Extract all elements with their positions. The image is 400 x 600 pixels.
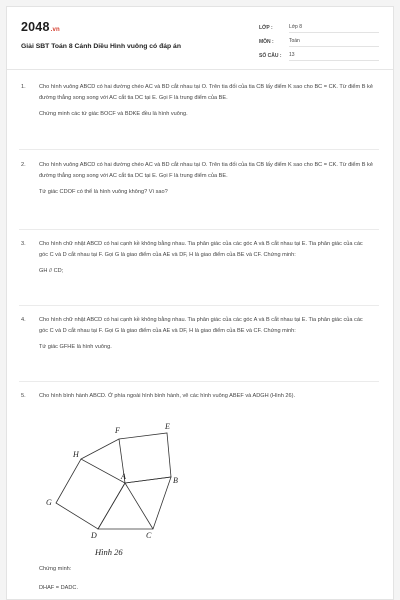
meta-value: 13 [289, 52, 379, 61]
question-3 [21, 239, 373, 277]
question-ask: GH // CD; [39, 268, 64, 275]
label-h: H [73, 450, 79, 459]
question-text: Cho hình chữ nhật ABCD có hai cạnh kề không bằng nhau. Tia phân giác của các góc A và B cắt nhau tại E. Tia phân giác của các góc C và D cắt nhau tại F. Gọi G là giao điểm của AE và DF, H là giao điểm của BE và CF. Chứng minh: [39, 317, 363, 334]
page-title: Giải SBT Toán 8 Cánh Diều Hình vuông có đáp án [21, 43, 181, 50]
label-f: F [115, 426, 120, 435]
question-ask: Chứng minh các tứ giác BOCF và BDKE đều là hình vuông. [39, 111, 188, 118]
proof-statement: DHAF = DADC. [39, 585, 79, 591]
meta-row-grade [259, 21, 379, 35]
meta-key: SỐ CÂU : [259, 53, 282, 59]
geometry-figure [41, 419, 191, 544]
question-number: 4. [21, 317, 26, 323]
meta-row-count [259, 49, 379, 63]
question-5 [21, 391, 373, 402]
divider [19, 381, 379, 382]
divider [19, 305, 379, 306]
question-text: Cho hình vuông ABCD có hai đường chéo AC và BD cắt nhau tại O. Trên tia đối của tia CB lấy điểm K sao cho BC = CK. Từ điểm B kẻ đường thẳng song song với AC cắt tia DC tại E. Gọi F là trung điểm của BE. [39, 162, 373, 179]
label-d: D [91, 531, 97, 540]
question-ask: Tứ giác GFHE là hình vuông. [39, 344, 112, 351]
question-number: 5. [21, 393, 26, 399]
square-abef [119, 433, 171, 483]
header [7, 7, 393, 70]
question-4 [21, 315, 373, 353]
question-number: 1. [21, 84, 26, 90]
meta-row-subject [259, 35, 379, 49]
segment-hf [81, 439, 119, 459]
figure-caption: Hình 26 [95, 547, 123, 557]
divider [19, 149, 379, 150]
brand-name: 2048 [21, 20, 50, 34]
brand-tld: .vn [50, 27, 60, 33]
document-page [6, 6, 394, 600]
label-a: A [121, 472, 126, 481]
label-g: G [46, 498, 52, 507]
question-ask: Tứ giác CDOF có thể là hình vuông không? Vì sao? [39, 189, 168, 196]
label-b: B [173, 476, 178, 485]
question-2 [21, 160, 373, 198]
question-number: 2. [21, 162, 26, 168]
meta-value: Lớp 8 [289, 24, 379, 33]
site-logo[interactable] [21, 20, 60, 34]
question-text: Cho hình chữ nhật ABCD có hai cạnh kề không bằng nhau. Tia phân giác của các góc A và B cắt nhau tại E. Tia phân giác của các góc C và D cắt nhau tại F. Gọi G là giao điểm của AE và DF, H là giao điểm của BE và CF. Chứng minh: [39, 241, 363, 258]
meta-key: MÔN : [259, 39, 274, 45]
label-e: E [165, 422, 170, 431]
question-text: Cho hình vuông ABCD có hai đường chéo AC và BD cắt nhau tại O. Trên tia đối của tia CB lấy điểm K sao cho BC = CK. Từ điểm B kẻ đường thẳng song song với AC cắt tia DC tại E. Gọi F là trung điểm của BE. [39, 84, 373, 101]
meta-key: LỚP : [259, 25, 273, 31]
question-number: 3. [21, 241, 26, 247]
proof-label: Chứng minh: [39, 566, 72, 572]
question-text: Cho hình bình hành ABCD. Ở phía ngoài hình bình hành, vẽ các hình vuông ABEF và ADGH (Hình 26). [39, 393, 296, 399]
segment-ac [125, 483, 153, 529]
parallelogram-abcd [98, 477, 171, 529]
meta-table [259, 21, 379, 63]
square-adgh [56, 459, 125, 529]
label-c: C [146, 531, 152, 540]
question-1 [21, 82, 373, 120]
divider [19, 229, 379, 230]
meta-value: Toán [289, 38, 379, 47]
